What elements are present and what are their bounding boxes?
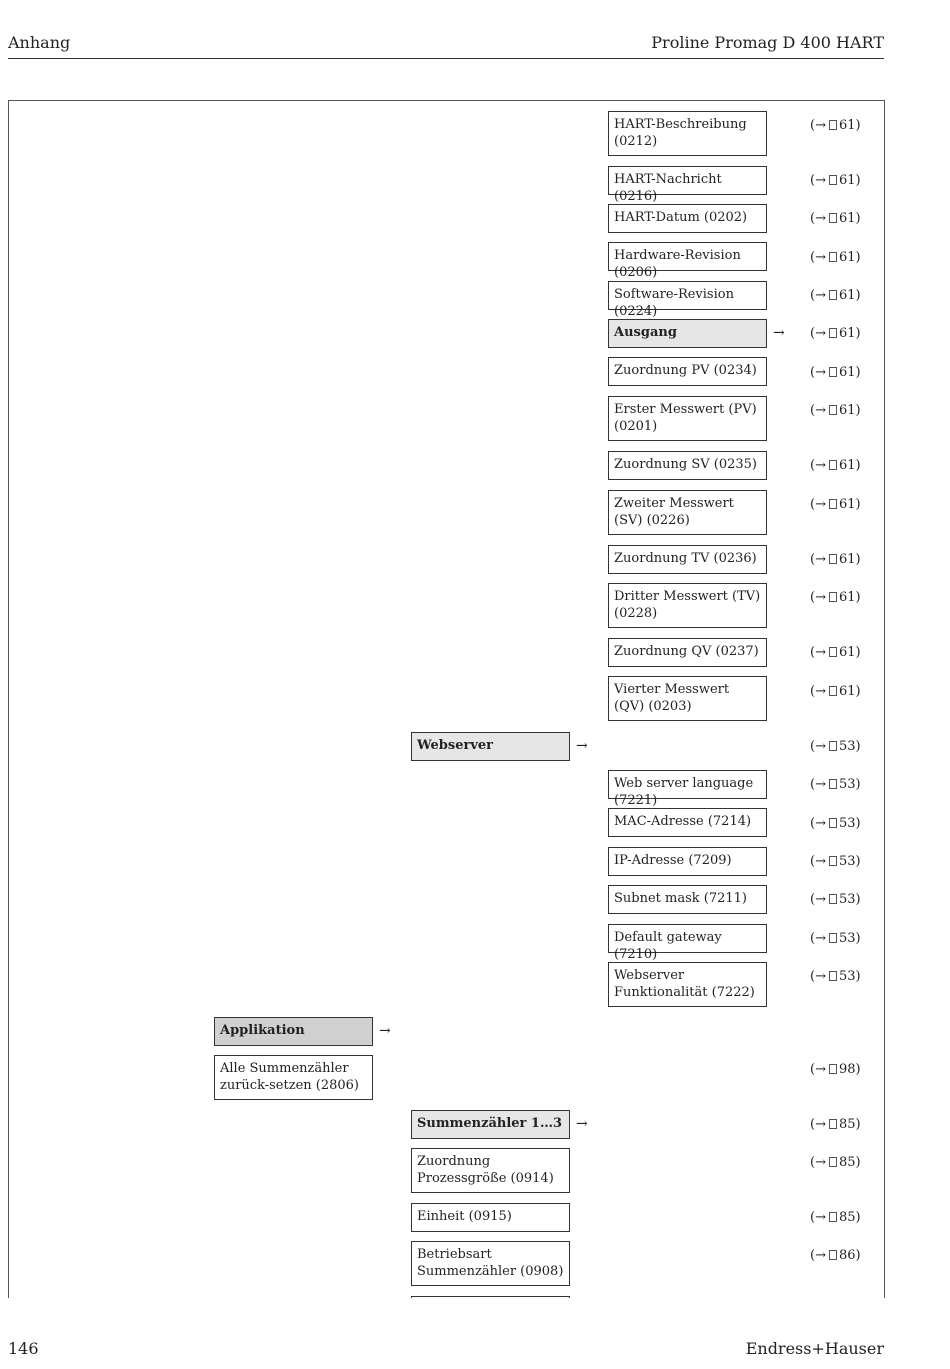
page-ref: (→ 61)	[810, 118, 861, 133]
param-box: Subnet mask (7211)	[608, 885, 767, 914]
page-ref: (→ 53)	[810, 969, 861, 984]
page-icon	[829, 1212, 837, 1222]
menu-box: Applikation	[214, 1017, 373, 1046]
param-box: HART-Datum (0202)	[608, 204, 767, 233]
page-ref: (→ 61)	[810, 684, 861, 699]
page-icon	[829, 290, 837, 300]
submenu-box: Ausgang	[608, 319, 767, 348]
page-icon	[829, 856, 837, 866]
page-icon	[829, 647, 837, 657]
submenu-box: Summenzähler 1…3	[411, 1110, 570, 1139]
page-ref: (→ 85)	[810, 1155, 861, 1170]
header-rule	[8, 58, 884, 59]
page-ref: (→ 85)	[810, 1117, 861, 1132]
param-box: Zuordnung Prozessgröße (0914)	[411, 1148, 570, 1193]
page-icon	[829, 120, 837, 130]
page-ref: (→ 61)	[810, 590, 861, 605]
page-icon	[829, 460, 837, 470]
param-box: Einheit (0915)	[411, 1203, 570, 1232]
arrow-icon: →	[576, 1116, 588, 1132]
arrow-icon: →	[773, 325, 785, 341]
page-icon	[829, 894, 837, 904]
param-box: Alle Summenzähler zurück-setzen (2806)	[214, 1055, 373, 1100]
param-box: Zuordnung QV (0237)	[608, 638, 767, 667]
page-ref: (→ 61)	[810, 288, 861, 303]
page-ref: (→ 98)	[810, 1062, 861, 1077]
param-box: Zuordnung SV (0235)	[608, 451, 767, 480]
arrow-icon: →	[379, 1023, 391, 1039]
page-ref: (→ 61)	[810, 173, 861, 188]
page-ref: (→ 61)	[810, 211, 861, 226]
page-icon	[829, 213, 837, 223]
page-icon	[829, 1250, 837, 1260]
header-section: Anhang	[8, 33, 71, 52]
page-ref: (→ 86)	[810, 1248, 861, 1263]
param-box: Zuordnung TV (0236)	[608, 545, 767, 574]
page-icon	[829, 686, 837, 696]
param-box: Erster Messwert (PV) (0201)	[608, 396, 767, 441]
page-ref: (→ 53)	[810, 854, 861, 869]
menu-tree-frame	[8, 100, 885, 1298]
submenu-box: Webserver	[411, 732, 570, 761]
page-ref: (→ 61)	[810, 403, 861, 418]
page-icon	[829, 367, 837, 377]
page-icon	[829, 933, 837, 943]
param-box: Default gateway (7210)	[608, 924, 767, 953]
page-ref: (→ 61)	[810, 250, 861, 265]
page-icon	[829, 328, 837, 338]
param-box: Zweiter Messwert (SV) (0226)	[608, 490, 767, 535]
param-box: MAC-Adresse (7214)	[608, 808, 767, 837]
page-ref: (→ 61)	[810, 458, 861, 473]
header-product: Proline Promag D 400 HART	[651, 33, 884, 52]
param-box: Web server language (7221)	[608, 770, 767, 799]
page-icon	[829, 175, 837, 185]
page-ref: (→ 61)	[810, 326, 861, 341]
page-icon	[829, 554, 837, 564]
page-icon	[829, 971, 837, 981]
page-ref: (→ 53)	[810, 816, 861, 831]
page-ref: (→ 61)	[810, 497, 861, 512]
param-box: Vierter Messwert (QV) (0203)	[608, 676, 767, 721]
page-icon	[829, 1064, 837, 1074]
page-ref: (→ 61)	[810, 645, 861, 660]
param-box: Hardware-Revision (0206)	[608, 242, 767, 271]
param-box: Betriebsart Summenzähler (0908)	[411, 1241, 570, 1286]
param-box: IP-Adresse (7209)	[608, 847, 767, 876]
page-icon	[829, 1157, 837, 1167]
page-icon	[829, 592, 837, 602]
arrow-icon: →	[576, 738, 588, 754]
page-number: 146	[8, 1339, 39, 1358]
param-box: Dritter Messwert (TV) (0228)	[608, 583, 767, 628]
page-ref: (→ 85)	[810, 1210, 861, 1225]
page-ref: (→ 53)	[810, 892, 861, 907]
page-ref: (→ 53)	[810, 931, 861, 946]
page-ref: (→ 53)	[810, 739, 861, 754]
param-box: Zuordnung PV (0234)	[608, 357, 767, 386]
company-name: Endress+Hauser	[745, 1339, 884, 1358]
page-icon	[829, 1119, 837, 1129]
page-ref: (→ 61)	[810, 552, 861, 567]
page-icon	[829, 818, 837, 828]
page-icon	[829, 779, 837, 789]
page-ref: (→ 53)	[810, 777, 861, 792]
param-box: HART-Beschreibung (0212)	[608, 111, 767, 156]
page-icon	[829, 252, 837, 262]
page-icon	[829, 499, 837, 509]
param-box: Software-Revision (0224)	[608, 281, 767, 310]
param-box: Webserver Funktionalität (7222)	[608, 962, 767, 1007]
param-box-clipped	[411, 1296, 570, 1298]
page-icon	[829, 405, 837, 415]
param-box: HART-Nachricht (0216)	[608, 166, 767, 195]
page-ref: (→ 61)	[810, 365, 861, 380]
page-icon	[829, 741, 837, 751]
